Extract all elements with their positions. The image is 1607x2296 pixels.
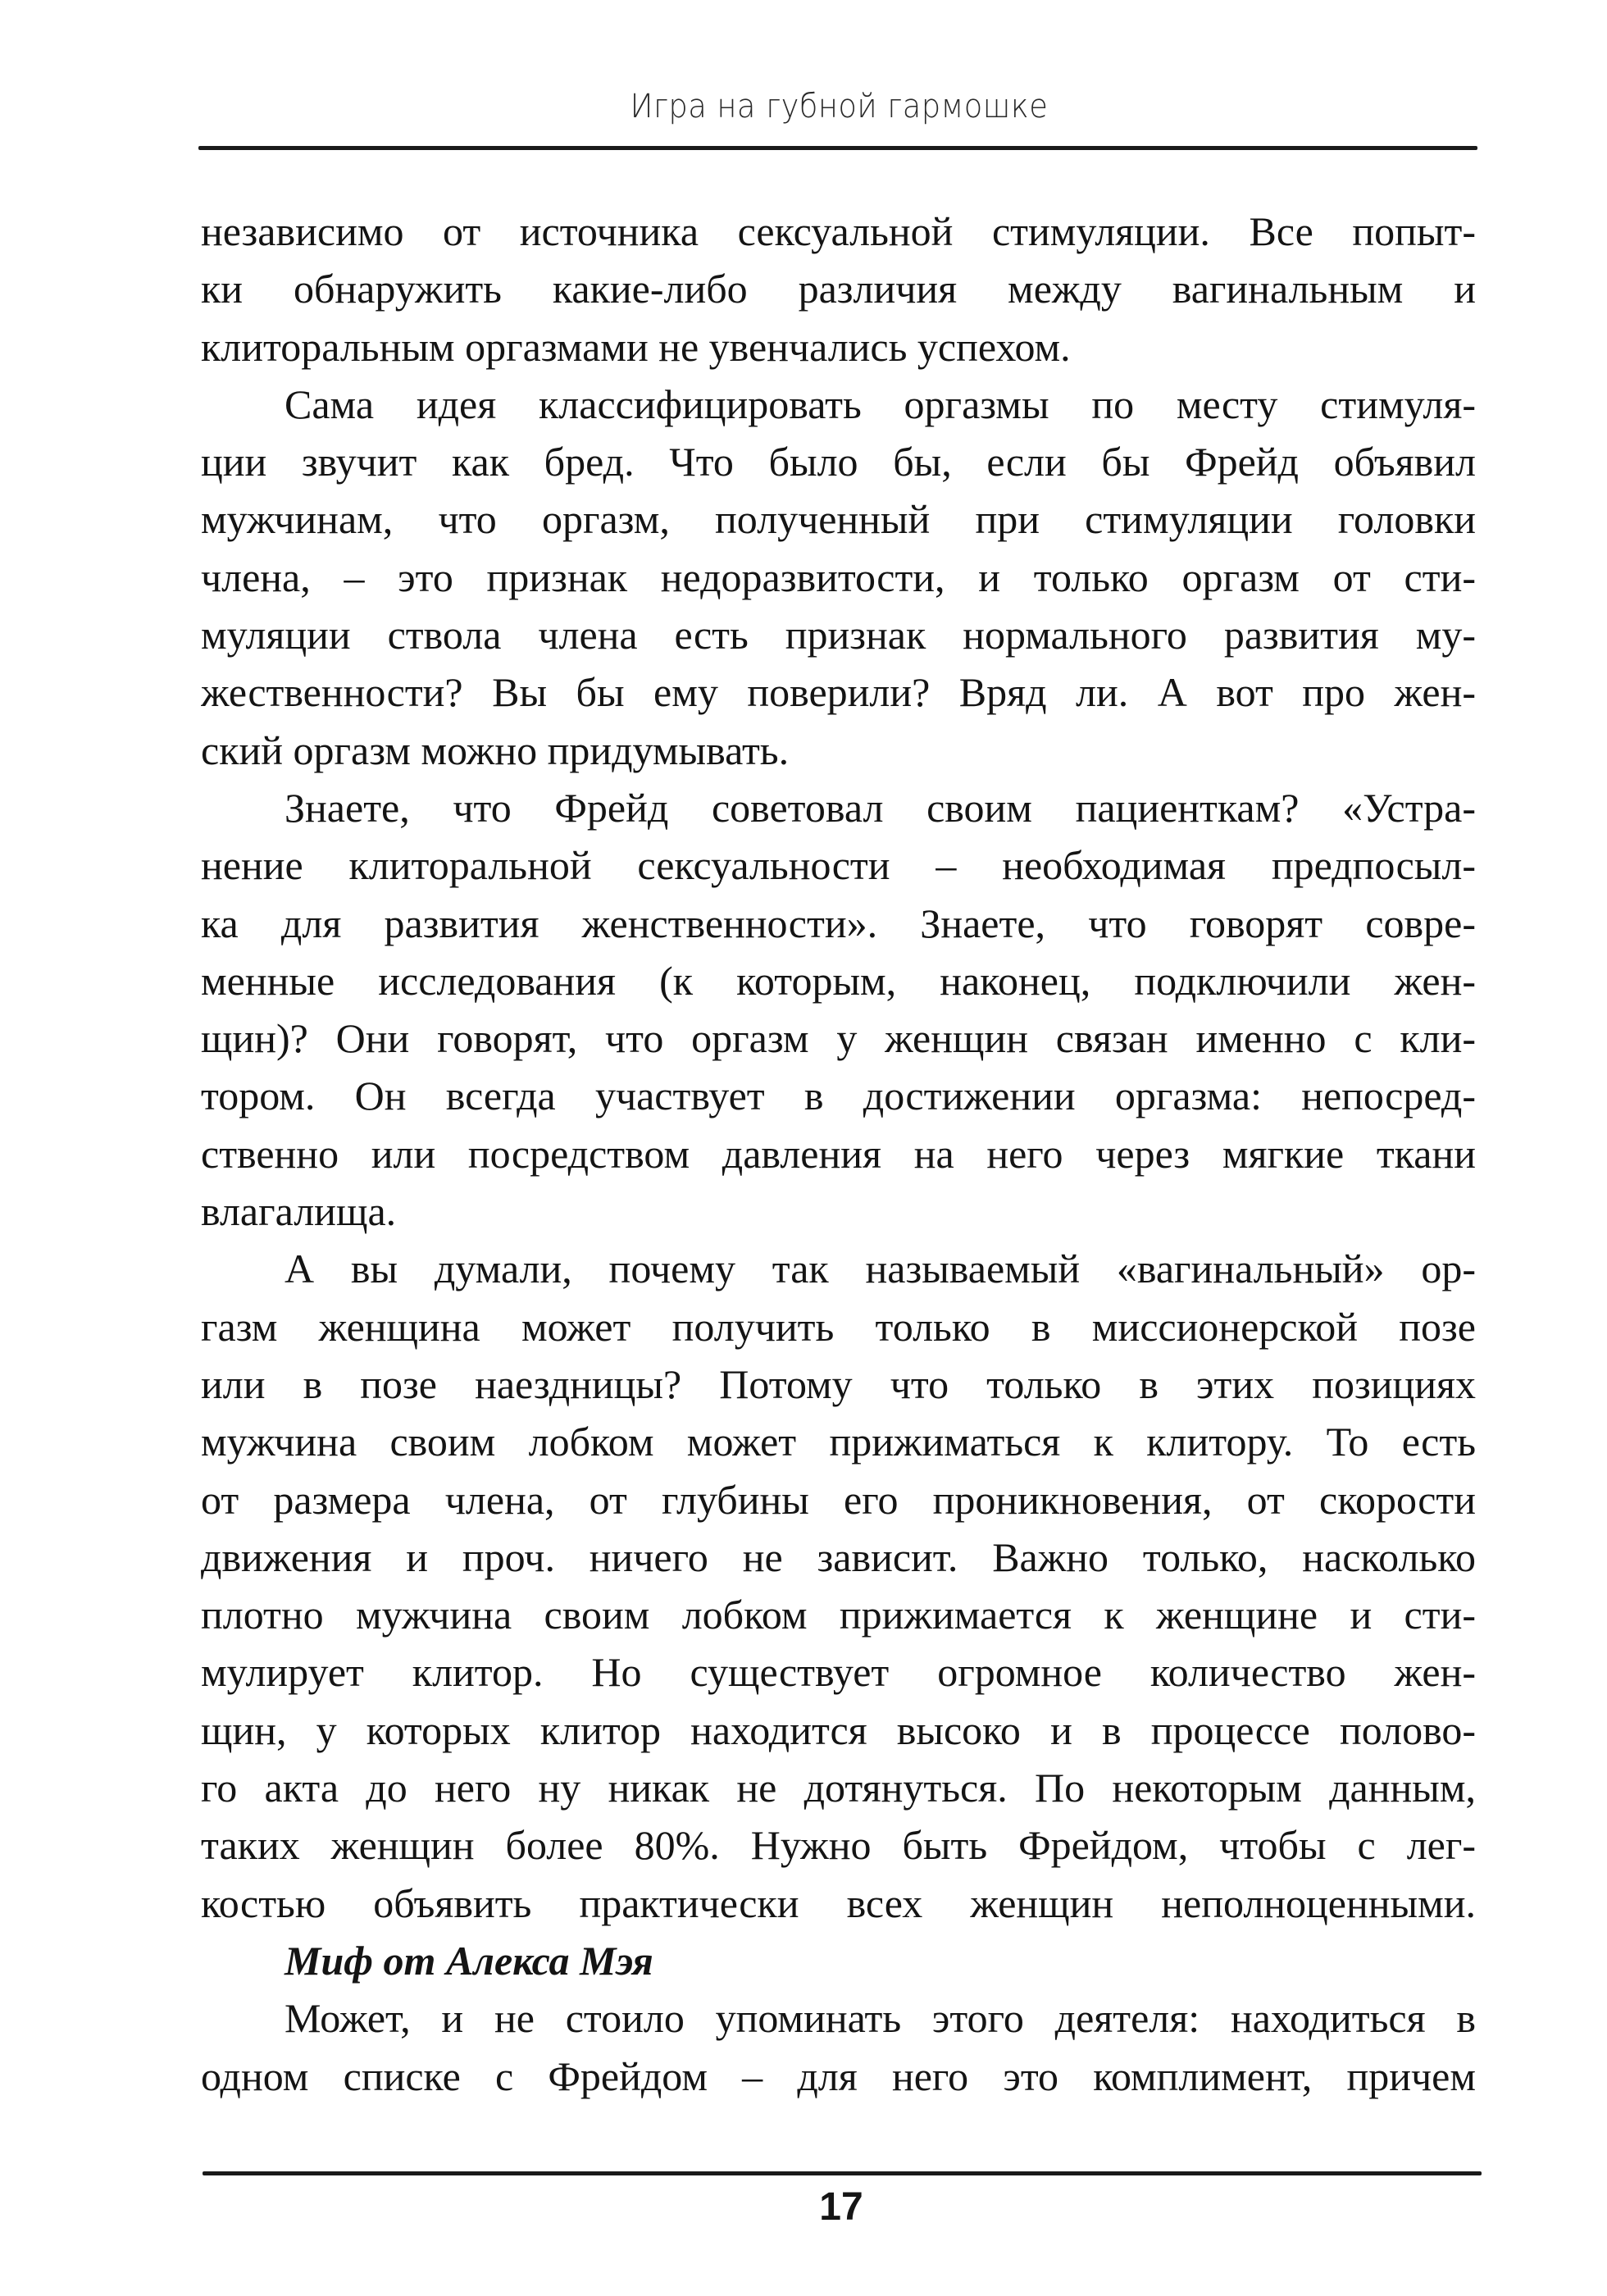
- text-line: мужчинам, что оргазм, полученный при стимуляции головки: [201, 496, 1476, 543]
- text-line: движения и проч. ничего не зависит. Важно только, насколько: [201, 1533, 1476, 1580]
- text-line: ка для развития женственности». Знаете, что говорят совре-: [201, 900, 1476, 946]
- text-line: плотно мужчина своим лобком прижимается к женщине и сти-: [201, 1592, 1476, 1638]
- running-head-title: Игра на губной гармошке: [630, 88, 1049, 125]
- text-line: влагалища.: [201, 1188, 397, 1235]
- text-line: ский оргазм можно придумывать.: [201, 727, 790, 773]
- text-line: от размера члена, от глубины его проникновения, от скорости: [201, 1476, 1476, 1523]
- section-heading: Миф от Алекса Мэя: [285, 1937, 653, 1984]
- text-line: ки обнаружить какие-либо различия между вагинальным и: [201, 266, 1476, 312]
- body-text: [201, 203, 1476, 2105]
- text-line: муляции ствола члена есть признак нормального развития му-: [201, 612, 1476, 658]
- text-line: ции звучит как бред. Что было бы, если бы Фрейд объявил: [201, 439, 1476, 485]
- text-line: независимо от источника сексуальной стимуляции. Все попыт-: [201, 208, 1476, 254]
- text-line: таких женщин более 80%. Нужно быть Фрейдом, чтобы с лег-: [201, 1822, 1476, 1869]
- text-line: ственно или посредством давления на него через мягкие ткани: [201, 1130, 1476, 1177]
- text-line: члена, – это признак недоразвитости, и только оргазм от сти-: [201, 554, 1476, 600]
- text-line: А вы думали, почему так называемый «вагинальный» ор-: [285, 1246, 1476, 1292]
- text-line: нение клиторальной сексуальности – необходимая предпосыл-: [201, 842, 1476, 889]
- text-line: Сама идея классифицировать оргазмы по месту стимуля-: [285, 380, 1476, 427]
- text-line: клиторальным оргазмами не увенчались успехом.: [201, 323, 1071, 370]
- header-rule: [198, 146, 1477, 150]
- text-line: Может, и не стоило упоминать этого деятеля: находиться в: [285, 1995, 1476, 2042]
- text-line: жественности? Вы бы ему поверили? Вряд ли. А вот про жен-: [201, 669, 1476, 716]
- text-line: го акта до него ну никак не дотянуться. По некоторым данным,: [201, 1765, 1476, 1811]
- text-line: мужчина своим лобком может прижиматься к клитору. То есть: [201, 1419, 1476, 1465]
- text-line: менные исследования (к которым, наконец, подключили жен-: [201, 957, 1476, 1004]
- text-line: костью объявить практически всех женщин неполноценными.: [201, 1879, 1476, 1926]
- text-line: щин)? Они говорят, что оргазм у женщин связан именно с кли-: [201, 1015, 1476, 1062]
- text-line: мулирует клитор. Но существует огромное количество жен-: [201, 1649, 1476, 1696]
- footer-rule: [203, 2171, 1482, 2175]
- text-line: газм женщина может получить только в миссионерской позе: [201, 1303, 1476, 1350]
- text-line: или в позе наездницы? Потому что только в этих позициях: [201, 1360, 1476, 1407]
- text-line: тором. Он всегда участвует в достижении оргазма: непосред-: [201, 1073, 1476, 1119]
- text-line: одном списке с Фрейдом – для него это комплимент, причем: [201, 2052, 1476, 2099]
- page-number: 17: [819, 2185, 863, 2229]
- text-line: Знаете, что Фрейд советовал своим пациенткам? «Устра-: [285, 784, 1476, 831]
- text-line: щин, у которых клитор находится высоко и в процессе полово-: [201, 1706, 1476, 1753]
